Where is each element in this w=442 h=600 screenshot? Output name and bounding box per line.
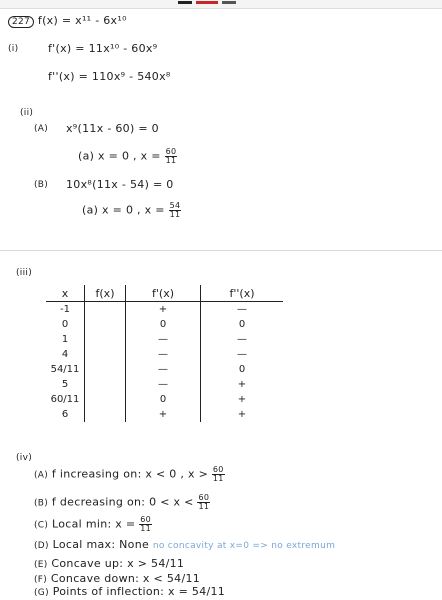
cell-f-double-prime: + (201, 407, 284, 422)
part-iv-d-label: (D) (34, 541, 49, 551)
part-ii-label: (ii) (20, 108, 34, 118)
part-iv-b-fraction (197, 494, 210, 511)
part-iv-label: (iv) (16, 453, 33, 463)
cell-f-prime: + (126, 407, 201, 422)
page-divider (0, 250, 442, 251)
cell-f (85, 377, 126, 392)
part-iv-a-text: f increasing on: x < 0 , x > (51, 467, 209, 481)
fraction-numerator: 54 (169, 201, 181, 210)
fraction-denominator: 11 (169, 210, 181, 219)
cell-f-double-prime: + (201, 392, 284, 407)
part-iv-e-label: (E) (34, 560, 48, 570)
part-iv-a (34, 466, 225, 483)
cell-f-double-prime: — (201, 332, 284, 347)
part-iv-c-text: Local min: x = (52, 517, 136, 531)
cell-f-prime: — (126, 347, 201, 362)
cell-f-double-prime: 0 (201, 317, 284, 332)
part-iv-a-fraction (212, 466, 225, 483)
part-iv-d (34, 538, 335, 551)
part-ii-b-solution-text: (a) x = 0 , x = (82, 203, 165, 217)
part-iv-b (34, 494, 210, 511)
part-i-label: (i) (8, 44, 19, 54)
fraction-denominator: 11 (140, 524, 151, 533)
fraction-denominator: 11 (198, 502, 210, 511)
part-iii-label: (iii) (16, 268, 33, 278)
part-ii-a-solution (78, 148, 177, 165)
fraction-numerator: 60 (198, 493, 210, 502)
cell-f (85, 302, 126, 318)
cell-f-prime: 0 (126, 317, 201, 332)
cell-f (85, 362, 126, 377)
cell-f-prime: + (126, 302, 201, 318)
part-ii-b-solution (82, 202, 181, 219)
cell-x: 5 (61, 379, 69, 390)
header-f: f(x) (85, 285, 126, 302)
toolbar-mark-dark (178, 1, 192, 4)
cell-f (85, 407, 126, 422)
cell-x: 6 (61, 409, 69, 420)
table-row (46, 362, 283, 377)
toolbar-mark-gray (222, 1, 236, 4)
table-row (46, 347, 283, 362)
part-ii-b-fraction (169, 202, 182, 219)
part-iv-g-label: (G) (34, 588, 49, 598)
cell-f (85, 347, 126, 362)
part-ii-a-equation: x⁹(11x - 60) = 0 (66, 122, 159, 135)
problem-header (8, 14, 127, 28)
table-row (46, 302, 283, 318)
part-iv-d-note: no concavity at x=0 => no extremum (152, 541, 336, 551)
part-iv-c-fraction (139, 516, 152, 533)
table-row (46, 377, 283, 392)
problem-function: f(x) = x¹¹ - 6x¹⁰ (37, 14, 127, 27)
part-iv-f-text: Concave down: x < 54/11 (50, 572, 201, 585)
cell-x: 0 (61, 319, 69, 330)
part-ii-b-label: (B) (34, 180, 49, 190)
second-derivative: f''(x) = 110x⁹ - 540x⁸ (48, 70, 171, 83)
cell-x: 60/11 (50, 394, 80, 405)
part-iv-g (34, 585, 225, 598)
cell-x: -1 (60, 304, 70, 315)
cell-f-prime: — (126, 377, 201, 392)
part-ii-a-label: (A) (34, 124, 49, 134)
app-top-bar (0, 0, 442, 9)
cell-f (85, 317, 126, 332)
table-row (46, 317, 283, 332)
part-iv-f (34, 572, 200, 585)
part-iv-b-label: (B) (34, 498, 49, 509)
part-iv-c (34, 516, 152, 533)
table-row (46, 407, 283, 422)
sign-chart-table (46, 285, 283, 422)
cell-f-double-prime: — (201, 347, 284, 362)
cell-f-prime: — (126, 332, 201, 347)
table-row (46, 332, 283, 347)
cell-x: 54/11 (50, 364, 80, 375)
fraction-numerator: 60 (140, 515, 151, 524)
cell-f-double-prime: — (201, 302, 284, 318)
part-iv-b-text: f decreasing on: 0 < x < (51, 495, 194, 509)
cell-x: 4 (61, 349, 69, 360)
part-ii-b-equation: 10x⁸(11x - 54) = 0 (66, 178, 174, 191)
fraction-numerator: 60 (165, 147, 177, 156)
header-x: x (46, 285, 85, 302)
fraction-denominator: 11 (165, 156, 177, 165)
cell-f (85, 392, 126, 407)
sign-chart-header-row (46, 285, 283, 302)
part-ii-a-fraction (165, 148, 178, 165)
cell-f-double-prime: + (201, 377, 284, 392)
cell-f (85, 332, 126, 347)
part-iv-g-text: Points of inflection: x = 54/11 (52, 585, 226, 598)
part-iv-a-label: (A) (34, 470, 49, 481)
header-f-prime: f'(x) (126, 285, 201, 302)
table-row (46, 392, 283, 407)
part-iv-f-label: (F) (34, 575, 48, 585)
part-iv-d-text: Local max: None (52, 538, 150, 551)
cell-x: 1 (61, 334, 69, 345)
toolbar-mark-red (196, 1, 218, 4)
part-iv-e (34, 557, 184, 570)
fraction-denominator: 11 (212, 474, 224, 483)
cell-f-double-prime: 0 (201, 362, 284, 377)
part-ii-a-solution-text: (a) x = 0 , x = (78, 149, 161, 163)
part-iv-c-label: (C) (34, 520, 49, 531)
part-iv-e-text: Concave up: x > 54/11 (51, 557, 185, 570)
first-derivative: f'(x) = 11x¹⁰ - 60x⁹ (48, 42, 158, 55)
problem-number: 227 (8, 16, 34, 28)
fraction-numerator: 60 (212, 465, 224, 474)
cell-f-prime: — (126, 362, 201, 377)
cell-f-prime: 0 (126, 392, 201, 407)
header-f-double-prime: f''(x) (201, 285, 284, 302)
